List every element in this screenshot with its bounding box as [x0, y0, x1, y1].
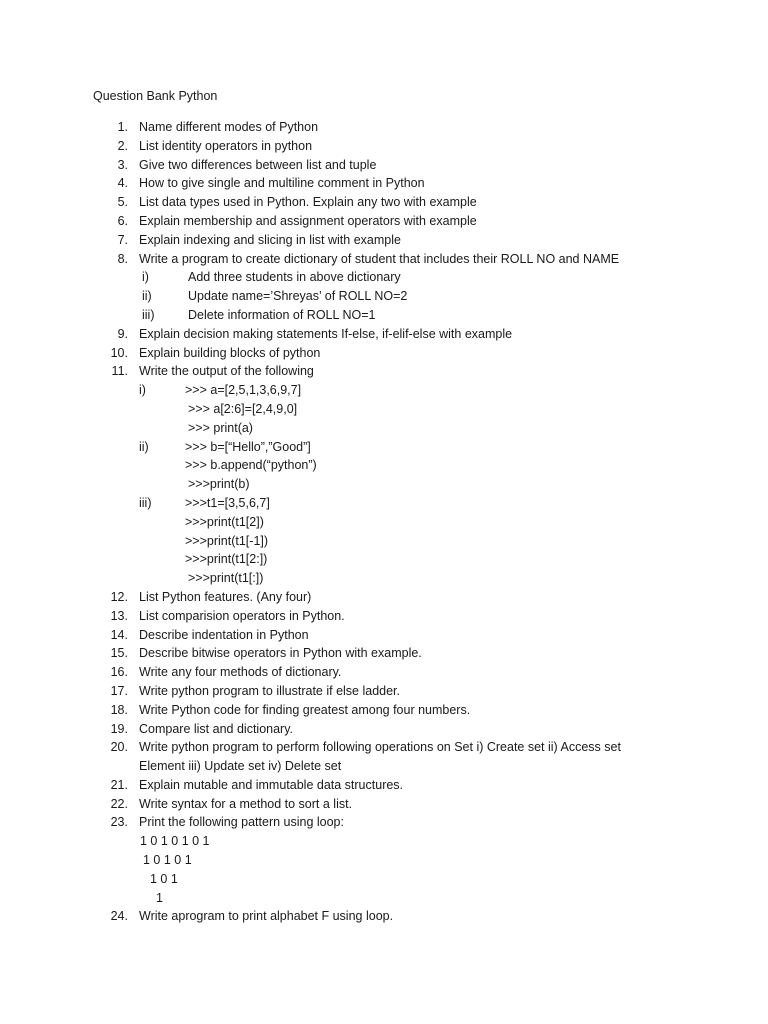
pattern-line — [0, 851, 768, 870]
question-item — [0, 231, 768, 250]
question-item — [0, 907, 768, 926]
question-text: How to give single and multiline comment in Python — [139, 176, 425, 191]
sub-item — [0, 306, 768, 325]
question-item — [0, 701, 768, 720]
question-item — [0, 212, 768, 231]
question-number: 16. — [110, 665, 128, 680]
sub-item-text: Update name=’Shreyas’ of ROLL NO=2 — [188, 289, 408, 304]
question-text: List identity operators in python — [139, 138, 313, 153]
question-number: 23. — [110, 815, 128, 830]
sub-item-label: iii) — [142, 307, 155, 322]
question-number: 5. — [117, 195, 128, 210]
question-text-continued: Element iii) Update set iv) Delete set — [139, 759, 342, 774]
question-text: Write a program to create dictionary of student that includes their ROLL NO and NAME — [139, 251, 620, 266]
question-item — [0, 156, 768, 175]
question-text: Compare list and dictionary. — [139, 721, 294, 736]
question-number: 6. — [117, 213, 128, 228]
code-text: >>> a[2:6]=[2,4,9,0] — [188, 401, 298, 416]
question-number: 18. — [110, 702, 128, 717]
question-text: Name different modes of Python — [139, 120, 319, 134]
question-item — [0, 795, 768, 814]
pattern-text: 1 0 1 0 1 0 1 — [140, 834, 210, 849]
code-text: >>> b=[“Hello”,”Good”] — [185, 439, 311, 454]
question-item — [0, 663, 768, 682]
question-number: 22. — [110, 796, 128, 811]
question-number: 13. — [110, 608, 128, 623]
question-item — [0, 588, 768, 607]
question-number: 11. — [111, 364, 128, 379]
pattern-line — [0, 870, 768, 889]
question-text: List comparision operators in Python. — [139, 608, 345, 623]
code-text: >>> a=[2,5,1,3,6,9,7] — [185, 383, 302, 398]
question-number: 1. — [117, 120, 128, 134]
question-text: Write python program to illustrate if else ladder. — [139, 683, 401, 698]
sub-item-text: Add three students in above dictionary — [188, 270, 401, 285]
pattern-line — [0, 832, 768, 851]
code-line — [0, 475, 768, 494]
question-text: Explain decision making statements If-else, if-elif-else with example — [139, 326, 513, 341]
question-number: 21. — [110, 777, 128, 792]
question-item — [0, 118, 768, 137]
question-text: Explain mutable and immutable data structures. — [139, 777, 404, 792]
question-item — [0, 193, 768, 212]
code-text: >>>print(t1[2]) — [185, 514, 264, 529]
question-text: Write the output of the following — [139, 364, 314, 379]
code-text: >>> b.append(“python”) — [185, 458, 317, 473]
question-item — [0, 776, 768, 795]
question-item — [0, 137, 768, 156]
question-list — [0, 118, 768, 926]
question-number: 3. — [117, 157, 128, 172]
question-number: 10. — [110, 345, 128, 360]
question-number: 2. — [117, 138, 128, 153]
pattern-text: 1 0 1 0 1 — [143, 853, 192, 868]
pattern-text: 1 0 1 — [150, 871, 178, 886]
code-text: >>>print(t1[-1]) — [185, 533, 269, 548]
question-text: Print the following pattern using loop: — [139, 815, 344, 830]
code-text: >>>print(b) — [188, 477, 250, 492]
question-text: Explain indexing and slicing in list with example — [139, 232, 401, 247]
code-line — [0, 419, 768, 438]
document-title: Question Bank Python — [93, 89, 218, 103]
code-text: >>>t1=[3,5,6,7] — [185, 495, 270, 510]
question-text: Write syntax for a method to sort a list. — [139, 796, 353, 811]
code-line — [0, 438, 768, 457]
question-item — [0, 813, 768, 832]
question-number: 8. — [117, 251, 128, 266]
question-number: 14. — [110, 627, 128, 642]
question-number: 12. — [110, 589, 128, 604]
question-number: 19. — [110, 721, 128, 736]
question-number: 7. — [117, 232, 128, 247]
question-item — [0, 362, 768, 381]
code-line — [0, 513, 768, 532]
question-number: 17. — [110, 683, 128, 698]
code-line — [0, 381, 768, 400]
sub-item — [0, 287, 768, 306]
sub-item — [0, 268, 768, 287]
sub-item-label: i) — [142, 270, 149, 285]
question-text: Write aprogram to print alphabet F using loop. — [139, 909, 394, 924]
question-number: 20. — [110, 740, 128, 755]
code-text: >>> print(a) — [188, 420, 253, 435]
question-text: Write python program to perform following operations on Set i) Create set ii) Access set — [139, 740, 621, 755]
pattern-text: 1 — [156, 890, 163, 905]
question-item — [0, 644, 768, 663]
code-label: i) — [139, 383, 146, 398]
code-line — [0, 400, 768, 419]
question-item — [0, 344, 768, 363]
code-line — [0, 569, 768, 588]
code-line — [0, 456, 768, 475]
question-continuation — [0, 757, 768, 776]
question-text: Write any four methods of dictionary. — [139, 665, 342, 680]
question-number: 4. — [117, 176, 128, 191]
code-line — [0, 532, 768, 551]
question-item — [0, 626, 768, 645]
code-label: iii) — [139, 495, 152, 510]
code-text: >>>print(t1[:]) — [188, 571, 264, 586]
question-text: Describe bitwise operators in Python with example. — [139, 646, 422, 661]
question-item — [0, 174, 768, 193]
question-item — [0, 607, 768, 626]
question-item — [0, 738, 768, 757]
question-number: 24. — [110, 909, 128, 924]
code-label: ii) — [139, 439, 149, 454]
code-text: >>>print(t1[2:]) — [185, 552, 268, 567]
code-line — [0, 550, 768, 569]
question-text: List data types used in Python. Explain any two with example — [139, 195, 477, 210]
question-text: List Python features. (Any four) — [139, 589, 312, 604]
question-text: Explain building blocks of python — [139, 345, 321, 360]
sub-item-label: ii) — [142, 289, 152, 304]
question-item — [0, 325, 768, 344]
question-text: Explain membership and assignment operators with example — [139, 213, 477, 228]
question-text: Write Python code for finding greatest among four numbers. — [139, 702, 471, 717]
pattern-line — [0, 889, 768, 908]
code-line — [0, 494, 768, 513]
question-item — [0, 682, 768, 701]
question-number: 15. — [110, 646, 128, 661]
question-item — [0, 250, 768, 269]
question-item — [0, 720, 768, 739]
question-number: 9. — [117, 326, 128, 341]
question-text: Give two differences between list and tuple — [139, 157, 377, 172]
sub-item-text: Delete information of ROLL NO=1 — [188, 307, 376, 322]
question-text: Describe indentation in Python — [139, 627, 309, 642]
